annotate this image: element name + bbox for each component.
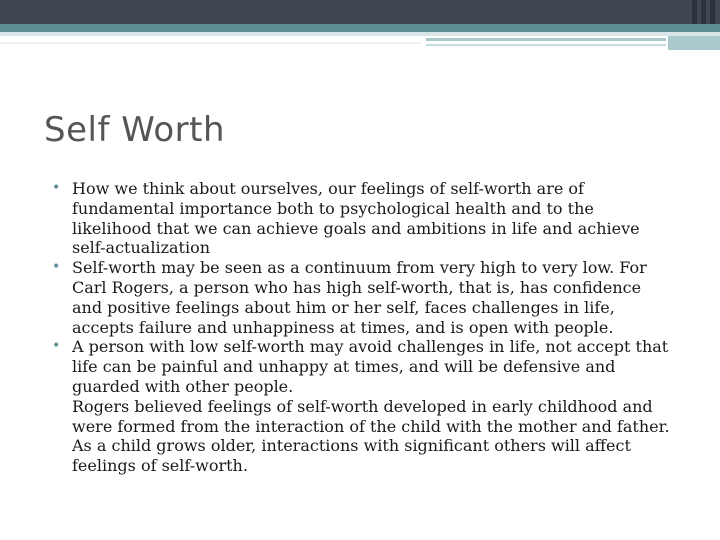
bullet-item [52,337,674,396]
header-band-dark [0,0,720,24]
header-accent-line [426,38,666,41]
header-band-teal [0,24,720,32]
bullet-item [52,258,674,337]
slide-title: Self Worth [44,110,226,150]
header-deco-bar [0,42,422,44]
slide-body [52,179,674,476]
bullet-icon: • [52,338,61,355]
bullet-icon: • [52,259,61,276]
bullet-text: Self-worth may be seen as a continuum from very high to very low. For Carl Rogers, a person who has high self-worth, that is, has confidence and positive feelings about him or her self, faces challenges in life, accepts failure and unhappiness at times, and is open with people. [72,258,647,337]
bullet-text: How we think about ourselves, our feelings of self-worth are of fundamental importance both to psychological health and to the likelihood that we can achieve goals and ambitions in life and achieve self-actualization [72,179,640,258]
header-accent-stub [668,36,720,50]
bullet-icon: • [52,180,61,196]
header-dark-blocks [688,0,720,24]
bullet-item [52,179,674,258]
continuation-paragraph: Rogers believed feelings of self-worth developed in early childhood and were formed from the interaction of the child with the mother and father. As a child grows older, interactions with significant others will affect feelings of self-worth. [72,396,670,476]
header-accent-line-secondary [426,44,666,46]
bullet-text: A person with low self-worth may avoid challenges in life, not accept that life can be painful and unhappy at times, and will be defensive and guarded with other people. [72,337,669,396]
header-band-light [0,32,720,36]
